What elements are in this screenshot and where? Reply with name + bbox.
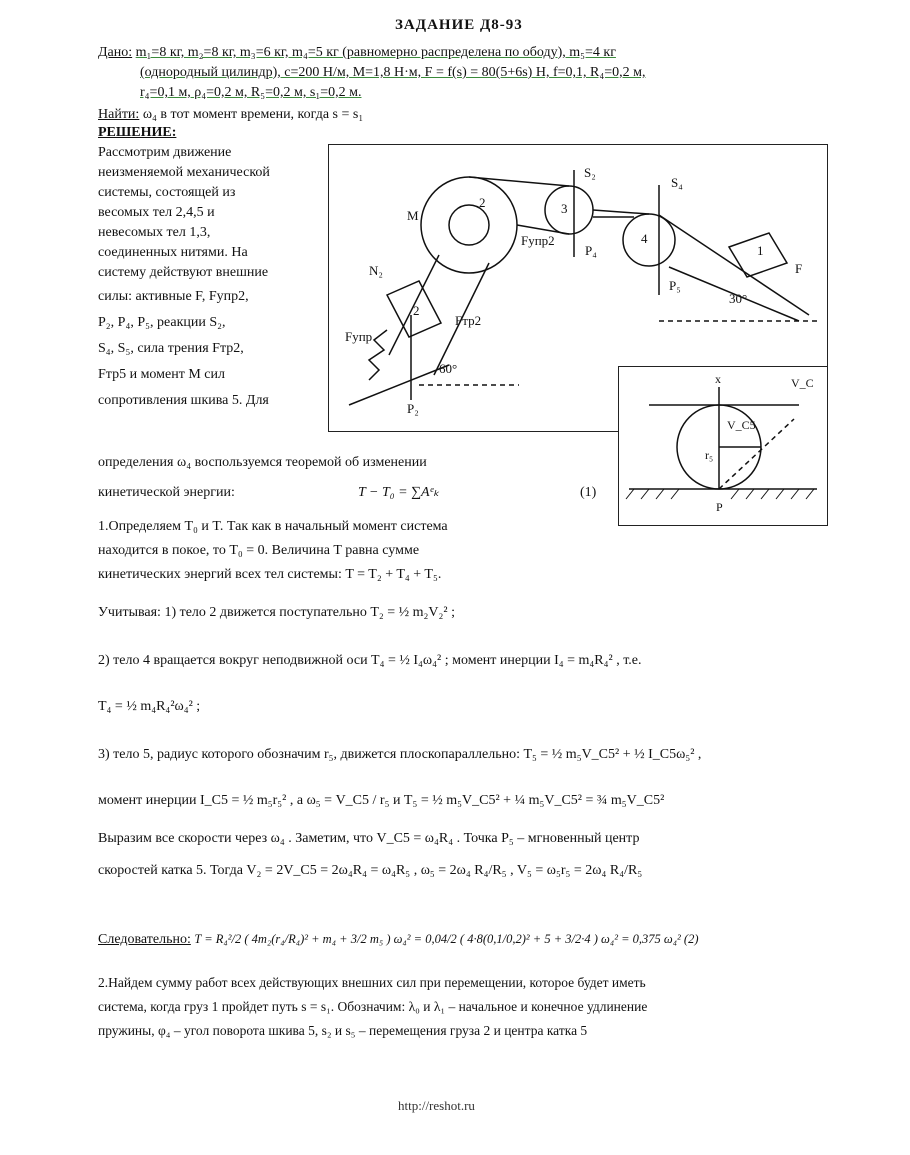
express-line-a: Выразим все скорости через ω₄ . Заметим, что V_C5 = ω₄R₄ . Точка P₅ – мгновенный центр bbox=[98, 831, 640, 846]
inset-figure bbox=[618, 366, 828, 526]
label-body1: 1 bbox=[757, 243, 764, 258]
body5-line-a: 3) тело 5, радиус которого обозначим r₅, движется плоскопараллельно: T₅ = ½ m₅V_C5² + ½ I_C5ω₅² , bbox=[98, 747, 702, 762]
body4-line-b: T₄ = ½ m₄R₄²ω₄² ; bbox=[98, 699, 201, 714]
label-body4: 4 bbox=[641, 231, 648, 246]
footer-link[interactable]: http://reshot.ru bbox=[398, 1098, 475, 1113]
label-Fupr2: Fупр2 bbox=[521, 233, 555, 248]
given-label: Дано: bbox=[98, 45, 133, 60]
body4-line-a: 2) тело 4 вращается вокруг неподвижной оси T₄ = ½ I₄ω₄² ; момент инерции I₄ = m₄R₄² , т.е. bbox=[98, 653, 642, 668]
label-P5: P₅ bbox=[669, 278, 681, 293]
pulley-hub bbox=[449, 205, 489, 245]
inset-label-P: P bbox=[716, 500, 723, 514]
given-line-2: (однородный цилиндр), c=200 Н/м, M=1,8 Н·м, F = f(s) = 80(5+6s) Н, f=0,1, R₄=0,2 м, bbox=[140, 65, 646, 80]
intro-line: Fтр5 и момент M сил bbox=[98, 367, 225, 382]
label-M: M bbox=[407, 208, 419, 223]
consequently-label: Следовательно: bbox=[98, 932, 191, 947]
label-angle60: 60° bbox=[439, 361, 458, 376]
inset-label-x: x bbox=[715, 372, 721, 386]
intro-line: неизменяемой механической bbox=[98, 165, 270, 180]
intro-line: P₂, P₄, P₅, реакции S₂, bbox=[98, 315, 226, 330]
inset-label-r5: r₅ bbox=[705, 448, 714, 462]
label-body3: 3 bbox=[561, 201, 568, 216]
label-angle30: 30° bbox=[729, 291, 748, 306]
intro-paragraph bbox=[98, 144, 320, 408]
given-text-1: m₁=8 кг, m₂=8 кг, m₃=6 кг, m₄=5 кг (равномерно распределена по ободу), m₅=4 кг bbox=[135, 45, 616, 60]
intro-line: системы, состоящей из bbox=[98, 185, 236, 200]
find-line bbox=[98, 106, 363, 124]
express-line-b: скоростей катка 5. Тогда V₂ = 2V_C5 = 2ω₄R₄ = ω₄R₅ , ω₅ = 2ω₄ R₄/R₅ , V₅ = ω₅r₅ = 2ω₄ R₄/R₅ bbox=[98, 863, 643, 878]
intro-line: Рассмотрим движение bbox=[98, 145, 232, 160]
intro-line: невесомых тел 1,3, bbox=[98, 225, 211, 240]
inset-diagram bbox=[619, 367, 827, 525]
consequently-formula: T = R₄²/2 ( 4m₂(r₄/R₄)² + m₄ + 3/2 m₅ ) ω₄² = 0,04/2 ( 4·8(0,1/0,2)² + 5 + 3/2·4 ) ω₄² = 0,375 ω₄² (2) bbox=[194, 932, 699, 946]
intro-line: сопротивления шкива 5. Для bbox=[98, 393, 269, 408]
intro-line: весомых тел 2,4,5 и bbox=[98, 205, 215, 220]
intro-line: силы: активные F, Fупр2, bbox=[98, 289, 249, 304]
step2-line: пружины, φ₄ – угол поворота шкива 5, s₂ и s₅ – перемещения груза 2 и центра катка 5 bbox=[98, 1023, 588, 1038]
body5-line-b: момент инерции I_C5 = ½ m₅r₅² , а ω₅ = V_C5 / r₅ и T₅ = ½ m₅V_C5² + ¼ m₅V_C5² = ¾ m₅V_C5² bbox=[98, 793, 665, 808]
intro-line: S₄, S₅, сила трения Fтр2, bbox=[98, 341, 244, 356]
pulley-3 bbox=[545, 186, 593, 234]
theorem-line: определения ω₄ воспользуемся теоремой об изменении bbox=[98, 455, 427, 470]
given-line-1 bbox=[98, 44, 616, 62]
step1-line: кинетических энергий всех тел системы: T = T₂ + T₄ + T₅. bbox=[98, 567, 442, 582]
label-P4: P₄ bbox=[585, 243, 597, 258]
intro-line: систему действуют внешние bbox=[98, 265, 269, 280]
label-N2: N₂ bbox=[369, 263, 383, 278]
find-text: ω₄ в тот момент времени, когда s = s₁ bbox=[142, 107, 364, 122]
large-pulley bbox=[421, 177, 517, 273]
body2-line: Учитывая: 1) тело 2 движется поступательно T₂ = ½ m₂V₂² ; bbox=[98, 605, 455, 620]
inset-label-VC5: V_C5 bbox=[727, 418, 756, 432]
solution-heading: РЕШЕНИЕ: bbox=[98, 125, 177, 140]
label-Ftr2: Fтр2 bbox=[455, 313, 482, 328]
given-line-3: r₄=0,1 м, ρ₄=0,2 м, R₅=0,2 м, s₁=0,2 м. bbox=[140, 85, 362, 100]
step2-line: система, когда груз 1 пройдет путь s = s₁. Обозначим: λ₀ и λ₁ – начальное и конечное удлинение bbox=[98, 999, 648, 1014]
label-body2: 2 bbox=[479, 195, 486, 210]
theorem-number: (1) bbox=[580, 485, 597, 500]
pulley-4 bbox=[623, 214, 675, 266]
find-label: Найти: bbox=[98, 107, 140, 122]
theorem-formula: T − T₀ = ∑Aᵉₖ bbox=[358, 485, 440, 500]
label-P2: P₂ bbox=[407, 401, 419, 416]
step1-line: находится в покое, то T₀ = 0. Величина T равна сумме bbox=[98, 543, 420, 558]
inset-label-VC: V_C bbox=[791, 376, 814, 390]
theorem-line-2: кинетической энергии: bbox=[98, 485, 235, 500]
label-F: F bbox=[795, 261, 803, 276]
step2-line: 2.Найдем сумму работ всех действующих внешних сил при перемещении, которое будет иметь bbox=[98, 975, 646, 990]
step1-line: 1.Определяем T₀ и T. Так как в начальный момент система bbox=[98, 519, 448, 534]
consequently-line bbox=[98, 930, 699, 949]
label-body2b: 2 bbox=[413, 303, 420, 318]
label-Fupr: Fупр bbox=[345, 329, 373, 344]
intro-line: соединенных нитями. На bbox=[98, 245, 248, 260]
page-title: ЗАДАНИЕ Д8-93 bbox=[395, 17, 523, 33]
label-S4: S₄ bbox=[671, 175, 683, 190]
label-S2: S₂ bbox=[584, 165, 596, 180]
